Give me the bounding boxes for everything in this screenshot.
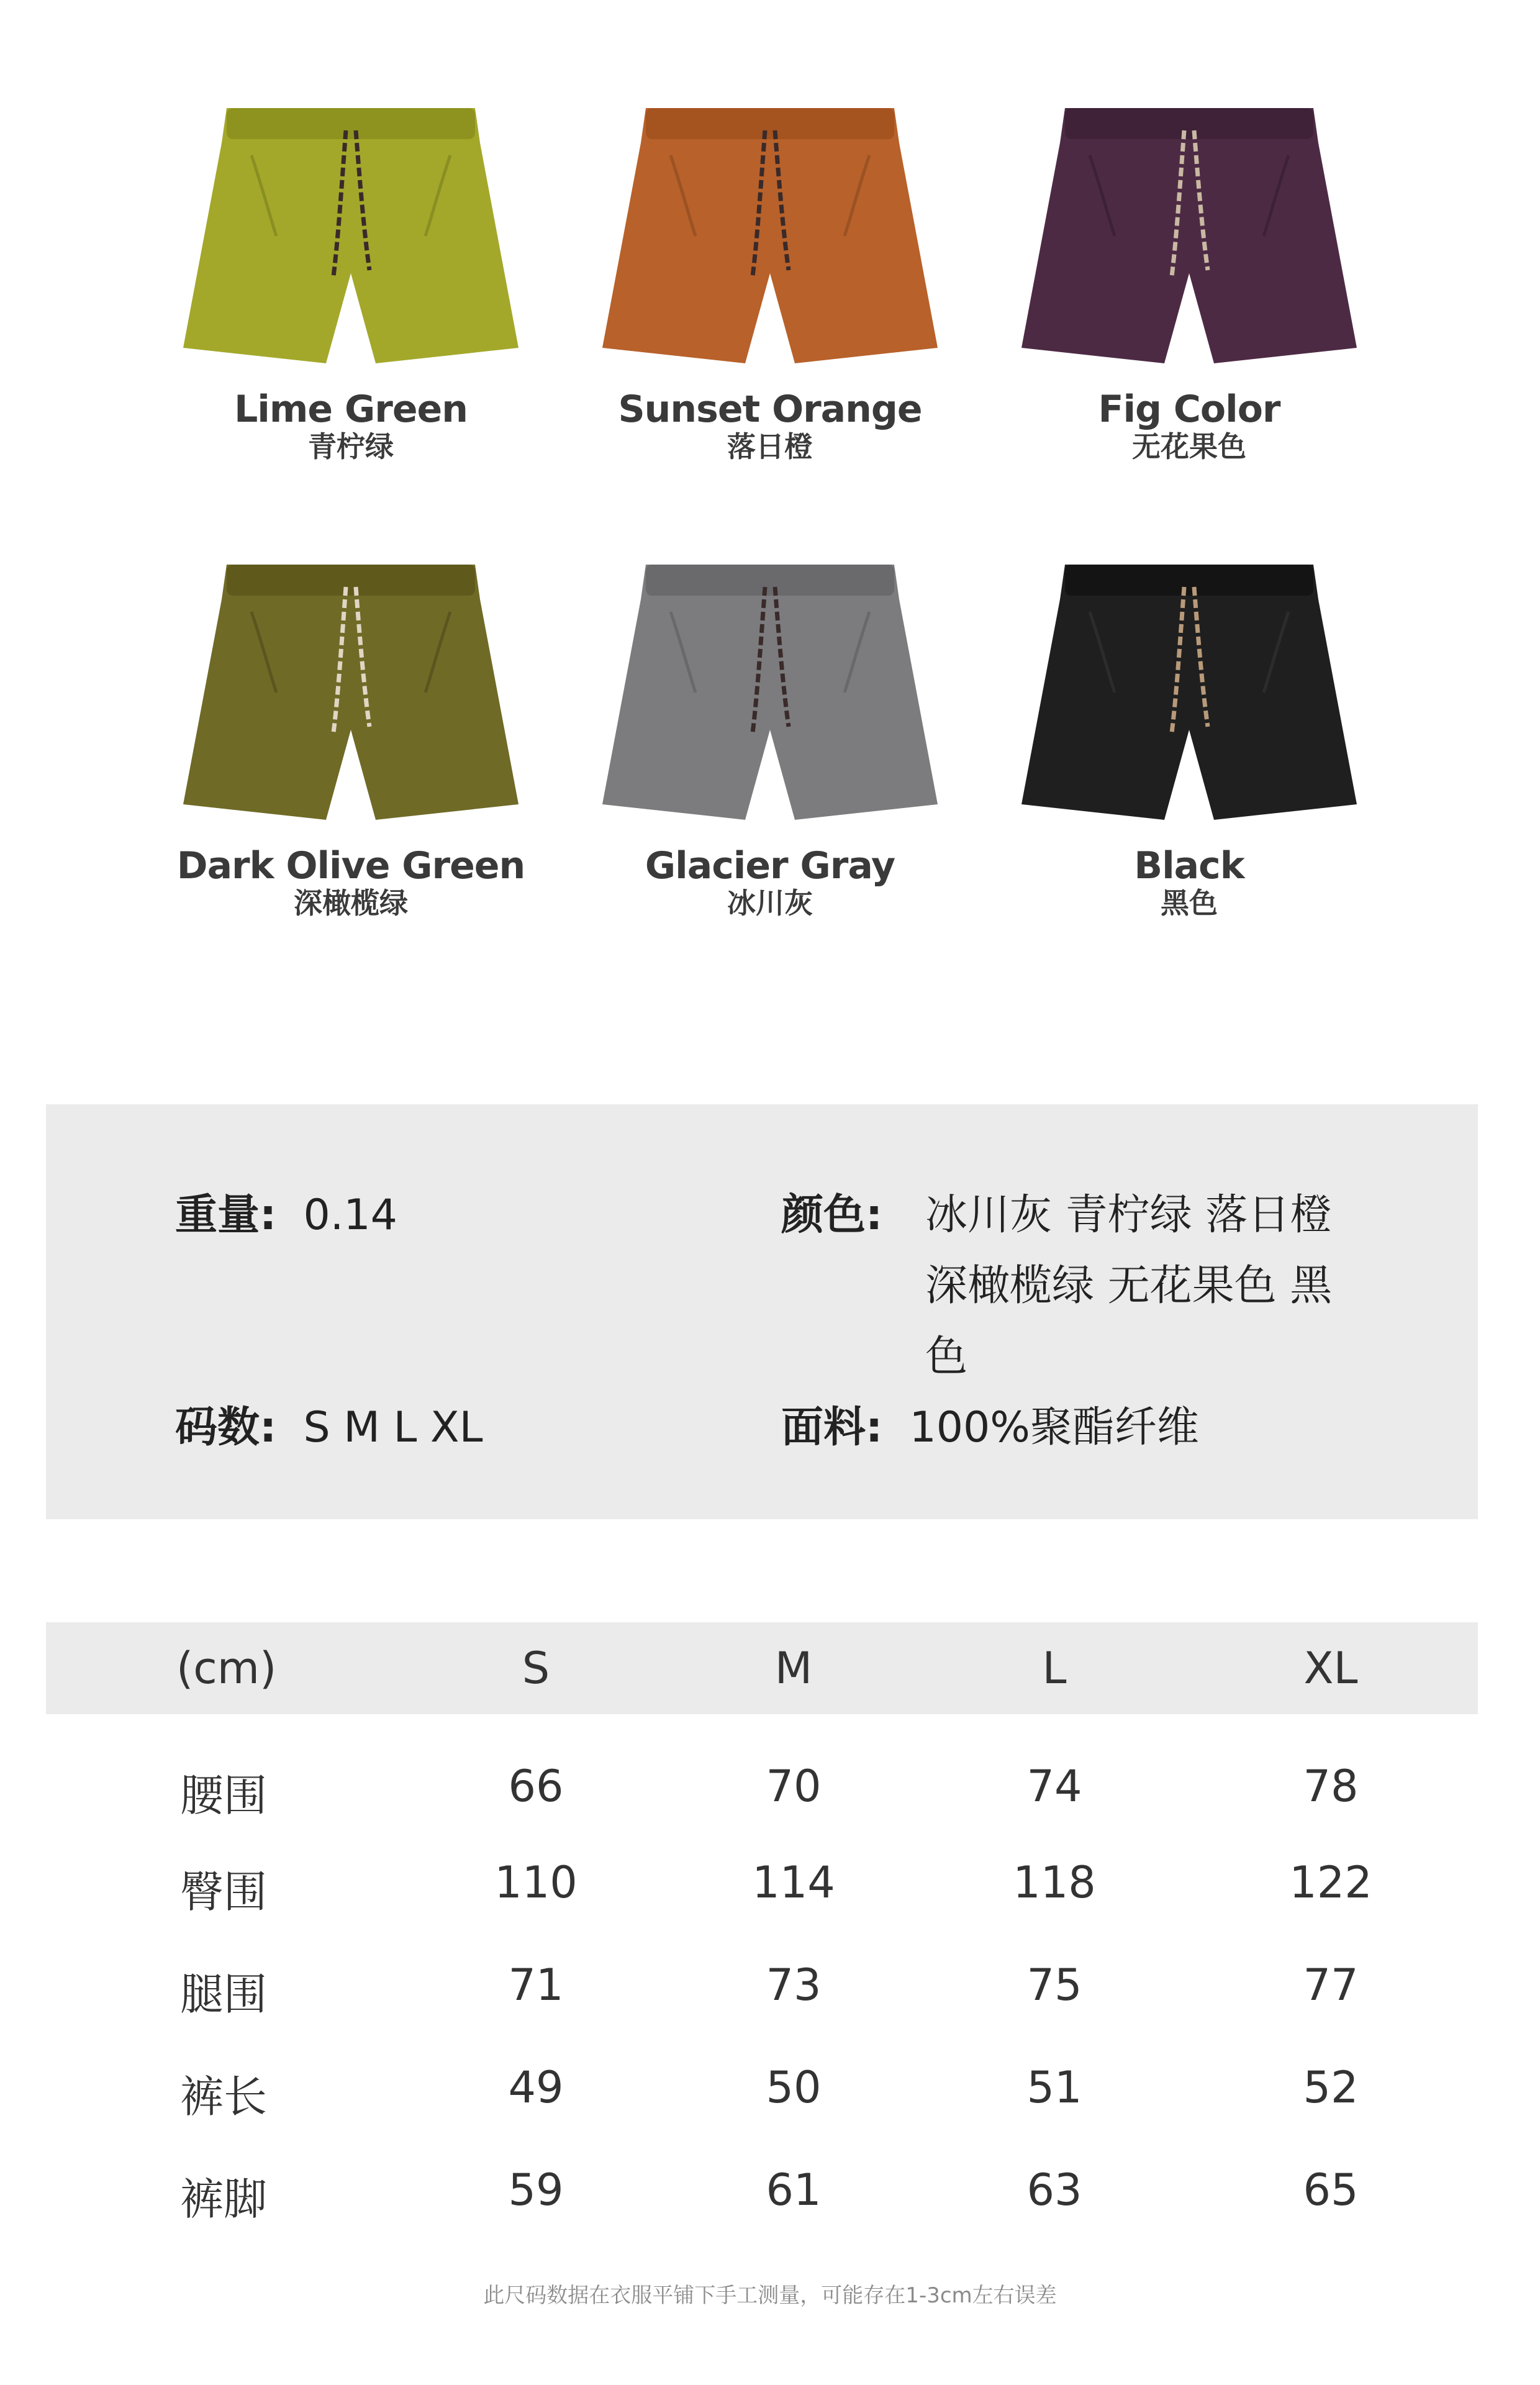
spec-sizes-label: 码数: — [175, 1403, 277, 1452]
swatch-name-en: Black — [1134, 844, 1244, 888]
swatch-name-zh: 深橄榄绿 — [294, 886, 408, 920]
size-cell: 66 — [508, 1761, 564, 1812]
size-cell: 110 — [494, 1857, 578, 1908]
size-cell: 75 — [1026, 1960, 1082, 2010]
size-cell: 73 — [766, 1960, 822, 2010]
size-row-label: 裤长 — [180, 2071, 267, 2122]
swatch-glacier-gray[interactable] — [528, 556, 1012, 920]
swatch-name-zh: 青柠绿 — [308, 430, 394, 463]
size-cell: 49 — [508, 2062, 564, 2113]
size-cell: 74 — [1026, 1761, 1082, 1812]
spec-weight-label: 重量: — [175, 1191, 277, 1240]
swatch-name-en: Lime Green — [234, 388, 468, 431]
swatch-name-en: Dark Olive Green — [176, 844, 525, 888]
size-row-label: 裤脚 — [180, 2174, 267, 2225]
shorts-image — [1021, 556, 1357, 823]
swatch-name-zh: 黑色 — [1161, 886, 1218, 920]
size-table-unit: (cm) — [176, 1643, 277, 1694]
size-cell: 118 — [1013, 1857, 1096, 1908]
size-cell: 70 — [766, 1761, 822, 1812]
size-cell: 51 — [1026, 2062, 1082, 2113]
shorts-image — [602, 556, 938, 823]
swatch-name-en: Fig Color — [1098, 388, 1280, 431]
size-cell: 52 — [1303, 2062, 1359, 2113]
swatch-fig-color[interactable] — [947, 99, 1431, 463]
size-row-label: 腿围 — [180, 1969, 267, 2020]
size-col-s: S — [522, 1643, 550, 1694]
size-col-xl: XL — [1303, 1643, 1358, 1694]
swatch-name-zh: 落日橙 — [727, 430, 813, 463]
swatch-name-en: Glacier Gray — [645, 844, 895, 888]
size-col-l: L — [1042, 1643, 1067, 1694]
spec-color-line: 深橄榄绿 无花果色 黑 — [925, 1261, 1333, 1311]
size-cell: 77 — [1303, 1960, 1359, 2010]
swatch-name-zh: 冰川灰 — [727, 886, 813, 920]
size-col-m: M — [774, 1643, 813, 1694]
spec-weight-value: 0.14 — [303, 1191, 397, 1240]
spec-color-label: 颜色: — [781, 1191, 883, 1240]
spec-sizes-value: S M L XL — [303, 1403, 483, 1452]
shorts-image — [1021, 99, 1357, 366]
spec-material-label: 面料: — [781, 1403, 883, 1452]
shorts-image — [602, 99, 938, 366]
swatch-dark-olive-green[interactable] — [109, 556, 593, 920]
swatch-sunset-orange[interactable] — [528, 99, 1012, 463]
spec-sizes — [175, 1392, 482, 1463]
size-cell: 50 — [766, 2062, 822, 2113]
swatch-lime-green[interactable] — [109, 99, 593, 463]
size-row-label: 臀围 — [180, 1866, 267, 1917]
size-row-label: 腰围 — [180, 1770, 267, 1821]
shorts-image — [183, 556, 519, 823]
color-swatch-grid — [0, 0, 1540, 969]
spec-weight — [175, 1180, 397, 1251]
size-cell: 63 — [1026, 2165, 1082, 2215]
spec-color-line: 冰川灰 青柠绿 落日橙 — [925, 1191, 1333, 1240]
size-cell: 71 — [508, 1960, 564, 2010]
size-cell: 122 — [1289, 1857, 1372, 1908]
spec-material — [781, 1392, 1199, 1463]
measurement-footnote: 此尺码数据在衣服平铺下手工测量，可能存在1-3cm左右误差 — [483, 2283, 1057, 2308]
swatch-name-en: Sunset Orange — [618, 388, 922, 431]
spec-color-line: 色 — [925, 1332, 968, 1381]
shorts-image — [183, 99, 519, 366]
size-cell: 114 — [752, 1857, 835, 1908]
swatch-name-zh: 无花果色 — [1132, 430, 1246, 463]
size-cell: 59 — [508, 2165, 564, 2215]
size-cell: 78 — [1303, 1761, 1359, 1812]
size-cell: 61 — [766, 2165, 822, 2215]
spec-material-value: 100%聚酯纤维 — [909, 1403, 1199, 1452]
spec-color-values — [925, 1180, 1372, 1392]
size-cell: 65 — [1303, 2165, 1359, 2215]
swatch-black[interactable] — [947, 556, 1431, 920]
